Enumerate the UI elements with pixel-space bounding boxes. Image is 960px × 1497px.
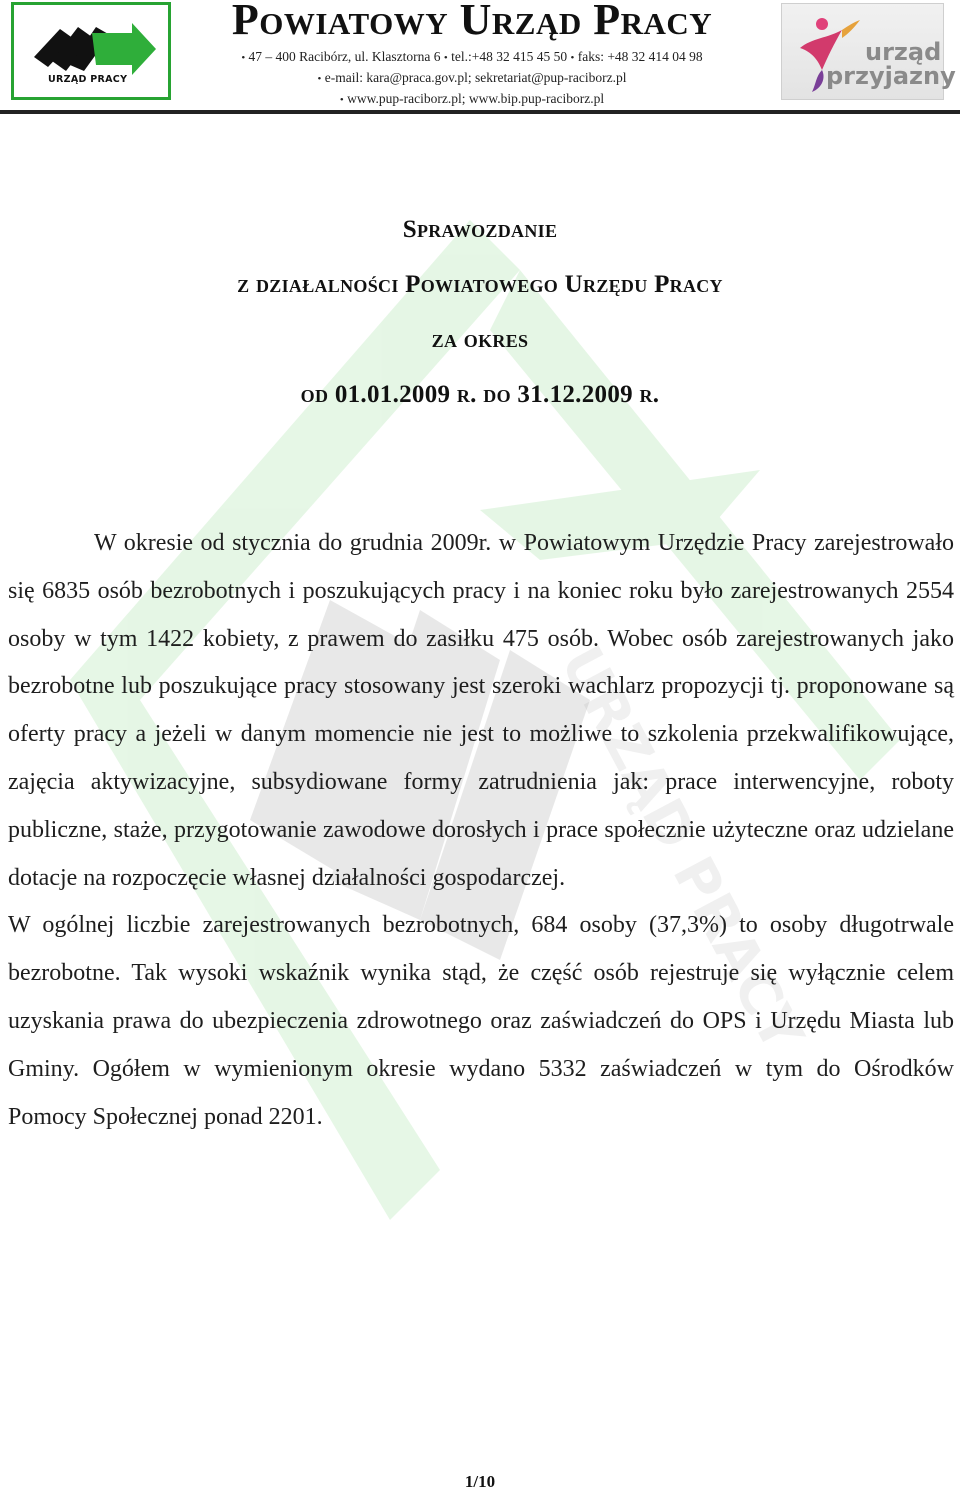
report-subtitle: z działalności Powiatowego Urzędu Pracy: [237, 271, 723, 298]
bullet-icon: •: [570, 52, 575, 64]
emails[interactable]: e-mail: kara@praca.gov.pl; sekretariat@pup-raciborz.pl: [324, 70, 627, 85]
report-title: Sprawozdanie: [402, 216, 558, 243]
urzad-przyjazny-logo: [781, 3, 956, 100]
report-body: [8, 520, 954, 1141]
logo-left-text: URZĄD PRACY: [48, 74, 128, 85]
website-line: [182, 91, 762, 108]
organization-name: Powiatowy Urząd Pracy: [231, 0, 713, 44]
bullet-icon: •: [241, 52, 246, 64]
logo-right-line1: urząd: [865, 38, 942, 66]
header-divider: [0, 110, 960, 114]
bullet-icon: •: [443, 52, 448, 64]
phone: tel.:+48 32 415 45 50: [451, 49, 568, 64]
bullet-icon: •: [317, 73, 322, 85]
paragraph-long-term-unemployed: W ogólnej liczbie zarejestrowanych bezrobotnych, 684 osoby (37,3%) to osoby długotrwale bezrobotne. Tak wysoki wskaźnik wynika stąd, że część osób rejestruje się wyłącznie celem uzyskania prawa do ubezpieczenia zdrowotnego oraz zaświadczeń do OPS i Urzędu Miasta lub Gminy. Ogółem w wymienionym okresie wydano 5332 zaświadczeń w tym do Ośrodków Pomocy Społecznej ponad 2201.: [8, 912, 954, 1130]
paragraph-registrations: W okresie od stycznia do grudnia 2009r. w Powiatowym Urzędzie Pracy zarejestrowało się 6835 osób bezrobotnych i poszukujących pracy i na koniec roku było zarejestrowanych 2554 osoby w tym 1422 kobiety, z prawem do zasiłku 475 osób. Wobec osób zarejestrowanych jako bezrobotne lub poszukujące pracy stosowany jest szeroki wachlarz propozycji tj. proponowane są oferty pracy a jeżeli w danym momencie nie jest to możliwe to szkolenia przekwalifikowujące, zajęcia aktywizacyjne, subsydiowane formy zatrudnienia jak: prace interwencyjne, roboty publiczne, staże, przygotowanie zawodowe dorosłych i prace społecznie użyteczne oraz udzielane dotacje na rozpoczęcie własnej działalności gospodarczej.: [8, 530, 954, 891]
watermark-text: URZĄD PRACY: [547, 636, 816, 1062]
bullet-icon: •: [339, 94, 344, 106]
logo-right-line2: przyjazny: [826, 62, 956, 90]
urzad-pracy-logo: [11, 2, 171, 100]
report-period-dates: od 01.01.2009 r. do 31.12.2009 r.: [300, 381, 660, 408]
address: 47 – 400 Racibórz, ul. Klasztorna 6: [248, 49, 441, 64]
email-line: [182, 70, 762, 87]
fax: faks: +48 32 414 04 98: [577, 49, 703, 64]
page-number: 1/10: [464, 1472, 496, 1491]
websites[interactable]: www.pup-raciborz.pl; www.bip.pup-raciborz.pl: [347, 91, 605, 106]
letterhead: [0, 0, 960, 116]
address-line: [182, 49, 762, 66]
report-period-label: za okres: [431, 326, 529, 353]
